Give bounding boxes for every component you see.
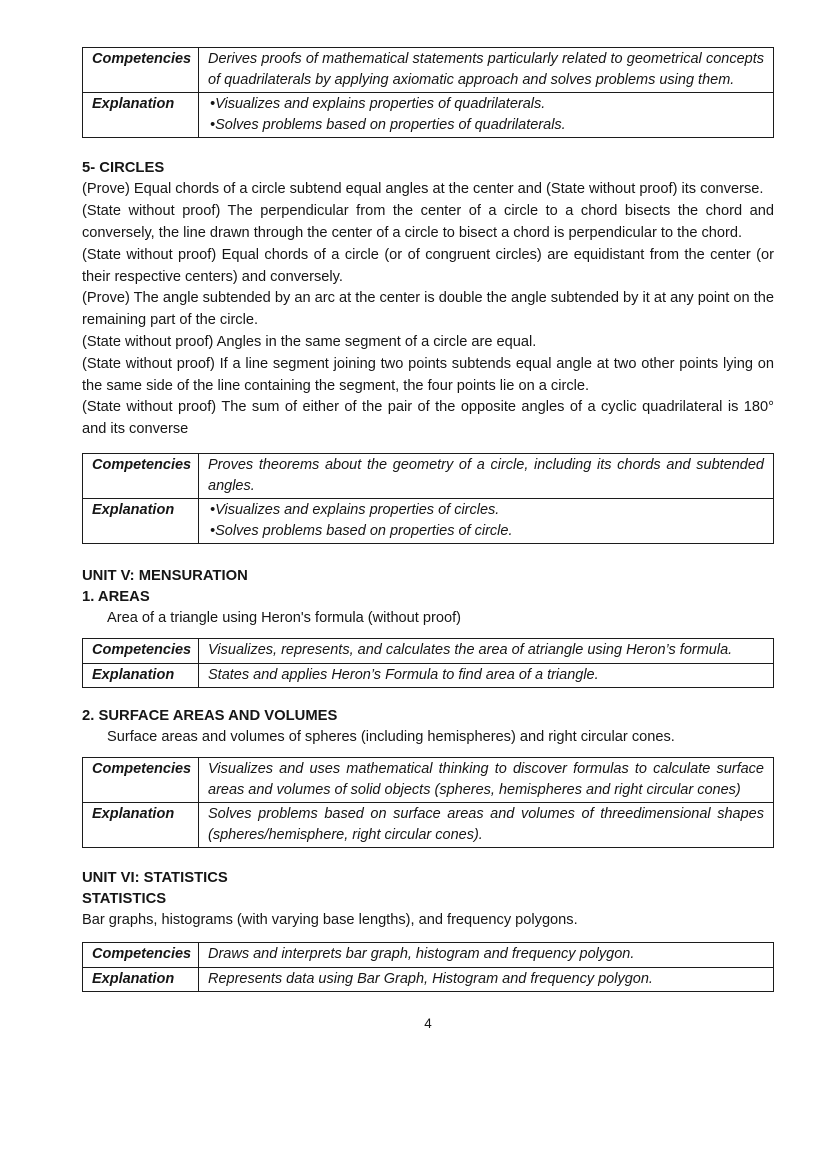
statistics-subheading: STATISTICS	[82, 891, 167, 908]
table-row	[83, 453, 774, 498]
competencies-text: Derives proofs of mathematical statements particularly related to geometrical concepts of quadrilaterals by applying axiomatic approach and solves problems using them.	[208, 51, 764, 88]
explanation-label: Explanation	[83, 663, 199, 688]
explanation-text: Solves problems based on surface areas and volumes of threedimensional shapes (spheres/hemisphere, right circular cones).	[208, 806, 764, 843]
competencies-cell	[199, 453, 774, 498]
explanation-label: Explanation	[83, 803, 199, 848]
table-row	[83, 93, 774, 138]
competencies-label: Competencies	[83, 453, 199, 498]
competencies-table-circles	[82, 453, 774, 544]
competencies-table-quadrilaterals	[82, 47, 774, 138]
explanation-label: Explanation	[83, 967, 199, 992]
table-row	[83, 663, 774, 688]
unit-v-heading: UNIT V: MENSURATION	[82, 568, 248, 585]
page-number: 4	[424, 1016, 432, 1032]
table-row	[83, 943, 774, 968]
explanation-cell	[199, 499, 774, 544]
table-row	[83, 967, 774, 992]
competencies-text: Draws and interprets bar graph, histogram and frequency polygon.	[208, 946, 635, 963]
competencies-cell	[199, 48, 774, 93]
competencies-label: Competencies	[83, 639, 199, 664]
bullet-item: • Visualizes and explains properties of circles.	[208, 500, 764, 521]
competencies-text: Visualizes, represents, and calculates the area of atriangle using Heron’s formula.	[208, 642, 733, 659]
competencies-table-surface	[82, 757, 774, 848]
explanation-cell	[199, 663, 774, 688]
competencies-text: Proves theorems about the geometry of a circle, including its chords and subtended angles.	[208, 456, 764, 494]
table-row	[83, 48, 774, 93]
explanation-cell	[199, 967, 774, 992]
competencies-text: Visualizes and uses mathematical thinking to discover formulas to calculate surface areas and volumes of solid objects (spheres, hemispheres and right circular cones)	[208, 761, 764, 798]
competencies-label: Competencies	[83, 758, 199, 803]
circles-paragraph: (State without proof) Angles in the same segment of a circle are equal.	[82, 333, 537, 350]
unit-vi-heading: UNIT VI: STATISTICS	[82, 870, 228, 887]
section-heading-circles: 5- CIRCLES	[82, 160, 165, 177]
bullet-item: • Solves problems based on properties of circle.	[208, 521, 764, 542]
competencies-label: Competencies	[83, 943, 199, 968]
circles-paragraph: (State without proof) If a line segment joining two points subtends equal angle at two other points lying on the same side of the line containing the segment, the four points lie on a circle.	[82, 355, 774, 394]
circles-paragraph: (State without proof) The sum of either of the pair of the opposite angles of a cyclic quadrilateral is 180° and its converse	[82, 399, 774, 438]
competencies-label: Competencies	[83, 48, 199, 93]
explanation-cell	[199, 803, 774, 848]
explanation-text: Represents data using Bar Graph, Histogram and frequency polygon.	[208, 970, 653, 987]
bullet-item: • Solves problems based on properties of quadrilaterals.	[208, 115, 764, 136]
competencies-cell	[199, 639, 774, 664]
table-row	[83, 803, 774, 848]
circles-paragraph: (State without proof) The perpendicular from the center of a circle to a chord bisects the chord and conversely, the line drawn through the center of a circle to bisect a chord is perpendicular to the chord.	[82, 203, 774, 241]
surface-areas-description: Surface areas and volumes of spheres (including hemispheres) and right circular cones.	[107, 729, 675, 746]
table-row	[83, 639, 774, 664]
table-row	[83, 758, 774, 803]
areas-heading: 1. AREAS	[82, 589, 150, 606]
competencies-cell	[199, 758, 774, 803]
explanation-text: States and applies Heron’s Formula to find area of a triangle.	[208, 666, 599, 683]
explanation-label: Explanation	[83, 93, 199, 138]
bullet-item: • Visualizes and explains properties of quadrilaterals.	[208, 94, 764, 115]
competencies-table-statistics	[82, 942, 774, 992]
circles-paragraph: (Prove) Equal chords of a circle subtend equal angles at the center and (State without proof) its converse.	[82, 181, 764, 198]
surface-areas-heading: 2. SURFACE AREAS AND VOLUMES	[82, 708, 338, 725]
explanation-cell	[199, 93, 774, 138]
explanation-label: Explanation	[83, 499, 199, 544]
table-row	[83, 499, 774, 544]
circles-paragraph: (Prove) The angle subtended by an arc at the center is double the angle subtended by it at any point on the remaining part of the circle.	[82, 290, 774, 329]
competencies-table-areas	[82, 638, 774, 688]
areas-description: Area of a triangle using Heron's formula (without proof)	[107, 610, 462, 627]
circles-paragraph: (State without proof) Equal chords of a circle (or of congruent circles) are equidistant from the center (or their respective centers) and conversely.	[82, 246, 774, 285]
statistics-description: Bar graphs, histograms (with varying base lengths), and frequency polygons.	[82, 912, 578, 929]
competencies-cell	[199, 943, 774, 968]
